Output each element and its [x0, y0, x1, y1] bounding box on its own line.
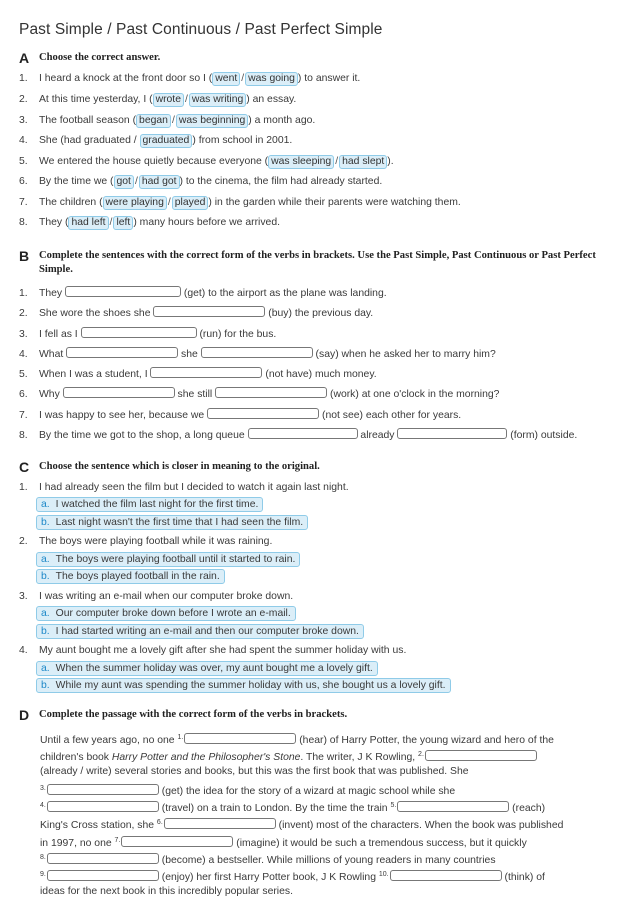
option-had-got[interactable]: had got: [139, 175, 180, 189]
d-line-1: Until a few years ago, no one $^{1.}$ (hear) of Harry Potter, the young wizard and hero of the: [40, 734, 554, 746]
b-item-5: 5. When I was a student, I (not have) much money.: [19, 369, 377, 380]
option-was-sleeping[interactable]: was sleeping: [268, 155, 334, 169]
answer-box[interactable]: [63, 387, 175, 398]
d-line-4: $^{3.}$ (get) the idea for the story of a wizard at magic school while she: [40, 785, 456, 797]
option-wrote[interactable]: wrote: [153, 93, 184, 107]
answer-box[interactable]: [66, 347, 178, 358]
option-began[interactable]: began: [136, 114, 171, 128]
d-line-7: in 1997, no one $^{7.}$ (imagine) it would be such a tremendous success, but it quickly: [40, 837, 527, 849]
a-item-4: 4. She (had graduated / graduated ) from school in 2001.: [19, 135, 293, 146]
answer-box[interactable]: [397, 428, 507, 439]
d-line-8: $^{8.}$ (become) a bestseller. While millions of young readers in many countries: [40, 854, 496, 866]
option-was-writing[interactable]: was writing: [189, 93, 246, 107]
answer-box[interactable]: [215, 387, 327, 398]
answer-box[interactable]: [65, 286, 181, 297]
c3-option-b[interactable]: b. I had started writing an e-mail and then our computer broke down.: [36, 624, 364, 639]
option-left[interactable]: left: [113, 216, 133, 230]
c4-option-b[interactable]: b. While my aunt was spending the summer holiday with us, she bought us a lovely gift.: [36, 678, 451, 693]
b-item-3: 3. I fell as I (run) for the bus.: [19, 329, 277, 340]
c3-option-a[interactable]: a. Our computer broke down before I wrote an e-mail.: [36, 606, 296, 621]
d-line-9: $^{9.}$ (enjoy) her first Harry Potter book, J K Rowling $^{10.}$ (think) of: [40, 871, 545, 883]
answer-box[interactable]: [47, 870, 159, 881]
c1-option-b[interactable]: b. Last night wasn't the first time that I had seen the film.: [36, 515, 308, 530]
answer-box[interactable]: [150, 367, 262, 378]
answer-box[interactable]: [397, 801, 509, 812]
c2-option-a[interactable]: a. The boys were playing football until it started to rain.: [36, 552, 300, 567]
option-was-going[interactable]: was going: [245, 72, 298, 86]
section-instruction: Choose the sentence which is closer in meaning to the original.: [39, 461, 320, 472]
answer-box[interactable]: [81, 327, 197, 338]
option-had-left[interactable]: had left: [68, 216, 108, 230]
page-title: Past Simple / Past Continuous / Past Perfect Simple: [19, 21, 383, 38]
c2-option-b[interactable]: b. The boys played football in the rain.: [36, 569, 225, 584]
answer-box[interactable]: [164, 818, 276, 829]
c4-option-a[interactable]: a. When the summer holiday was over, my aunt bought me a lovely gift.: [36, 661, 378, 676]
c-question-2: 2. The boys were playing football while it was raining.: [19, 536, 273, 547]
d-line-2: children's book Harry Potter and the Philosopher's Stone. The writer, J K Rowling, $^{2.}$: [40, 748, 537, 765]
option-played[interactable]: played: [172, 196, 209, 210]
answer-box[interactable]: [47, 784, 159, 795]
option-graduated[interactable]: graduated: [140, 134, 193, 148]
b-item-2: 2. She wore the shoes she (buy) the previous day.: [19, 308, 374, 319]
answer-box[interactable]: [47, 853, 159, 864]
d-line-10: ideas for the next book in this incredibly popular series.: [40, 886, 293, 897]
c-question-3: 3. I was writing an e-mail when our computer broke down.: [19, 591, 294, 602]
d-line-6: King's Cross station, she $^{6.}$ (invent) most of the characters. When the book was published: [40, 819, 564, 831]
answer-box[interactable]: [207, 408, 319, 419]
answer-box[interactable]: [153, 306, 265, 317]
b-item-4: 4. What she (say) when he asked her to marry him?: [19, 349, 496, 360]
answer-box[interactable]: [201, 347, 313, 358]
c-question-1: 1. I had already seen the film but I decided to watch it again last night.: [19, 482, 349, 493]
a-item-8: 8. They ( had left / left ) many hours before we arrived.: [19, 217, 280, 228]
b-item-7: 7. I was happy to see her, because we (not see) each other for years.: [19, 410, 462, 421]
section-a-header: [19, 51, 599, 65]
answer-box[interactable]: [121, 836, 233, 847]
section-letter: D: [19, 707, 30, 723]
c1-option-a[interactable]: a. I watched the film last night for the first time.: [36, 497, 263, 512]
a-item-7: 7. The children ( were playing / played ) in the garden while their parents were watching them.: [19, 197, 461, 208]
a-item-6: 6. By the time we ( got / had got ) to the cinema, the film had already started.: [19, 176, 383, 187]
section-letter: C: [19, 459, 30, 475]
answer-box[interactable]: [390, 870, 502, 881]
answer-box[interactable]: [248, 428, 358, 439]
option-was-beginning[interactable]: was beginning: [176, 114, 248, 128]
d-line-3: (already / write) several stories and books, but this was the first book that was published. She: [40, 766, 469, 777]
option-had-slept[interactable]: had slept: [339, 155, 387, 169]
section-instruction: Complete the sentences with the correct form of the verbs in brackets. Use the Past Simple, Past Continuous or Past Perfect Simple.: [39, 250, 596, 275]
answer-box[interactable]: [425, 750, 537, 761]
d-line-5: $^{4.}$ (travel) on a train to London. By the time the train $^{5.}$ (reach): [40, 802, 546, 814]
section-letter: A: [19, 50, 30, 66]
a-item-5: 5. We entered the house quietly because everyone ( was sleeping / had slept ).: [19, 156, 394, 167]
answer-box[interactable]: [184, 733, 296, 744]
a-item-2: 2. At this time yesterday, I ( wrote / was writing ) an essay.: [19, 94, 297, 105]
a-item-1: 1. I heard a knock at the front door so I ( went / was going ) to answer it.: [19, 73, 361, 84]
section-c-header: [19, 460, 599, 474]
answer-box[interactable]: [47, 801, 159, 812]
a-item-3: 3. The football season ( began / was beginning ) a month ago.: [19, 115, 316, 126]
b-item-1: 1. They (get) to the airport as the plane was landing.: [19, 288, 387, 299]
section-d-header: [19, 708, 599, 722]
option-were-playing[interactable]: were playing: [103, 196, 167, 210]
section-instruction: Choose the correct answer.: [39, 52, 161, 63]
section-b-header: [19, 249, 599, 277]
section-letter: B: [19, 248, 30, 264]
c-question-4: 4. My aunt bought me a lovely gift after she had spent the summer holiday with us.: [19, 645, 407, 656]
b-item-8: 8. By the time we got to the shop, a long queue already (form) outside.: [19, 430, 578, 441]
b-item-6: 6. Why she still (work) at one o'clock in the morning?: [19, 389, 500, 400]
section-instruction: Complete the passage with the correct form of the verbs in brackets.: [39, 709, 348, 720]
option-got[interactable]: got: [114, 175, 134, 189]
option-went[interactable]: went: [212, 72, 240, 86]
